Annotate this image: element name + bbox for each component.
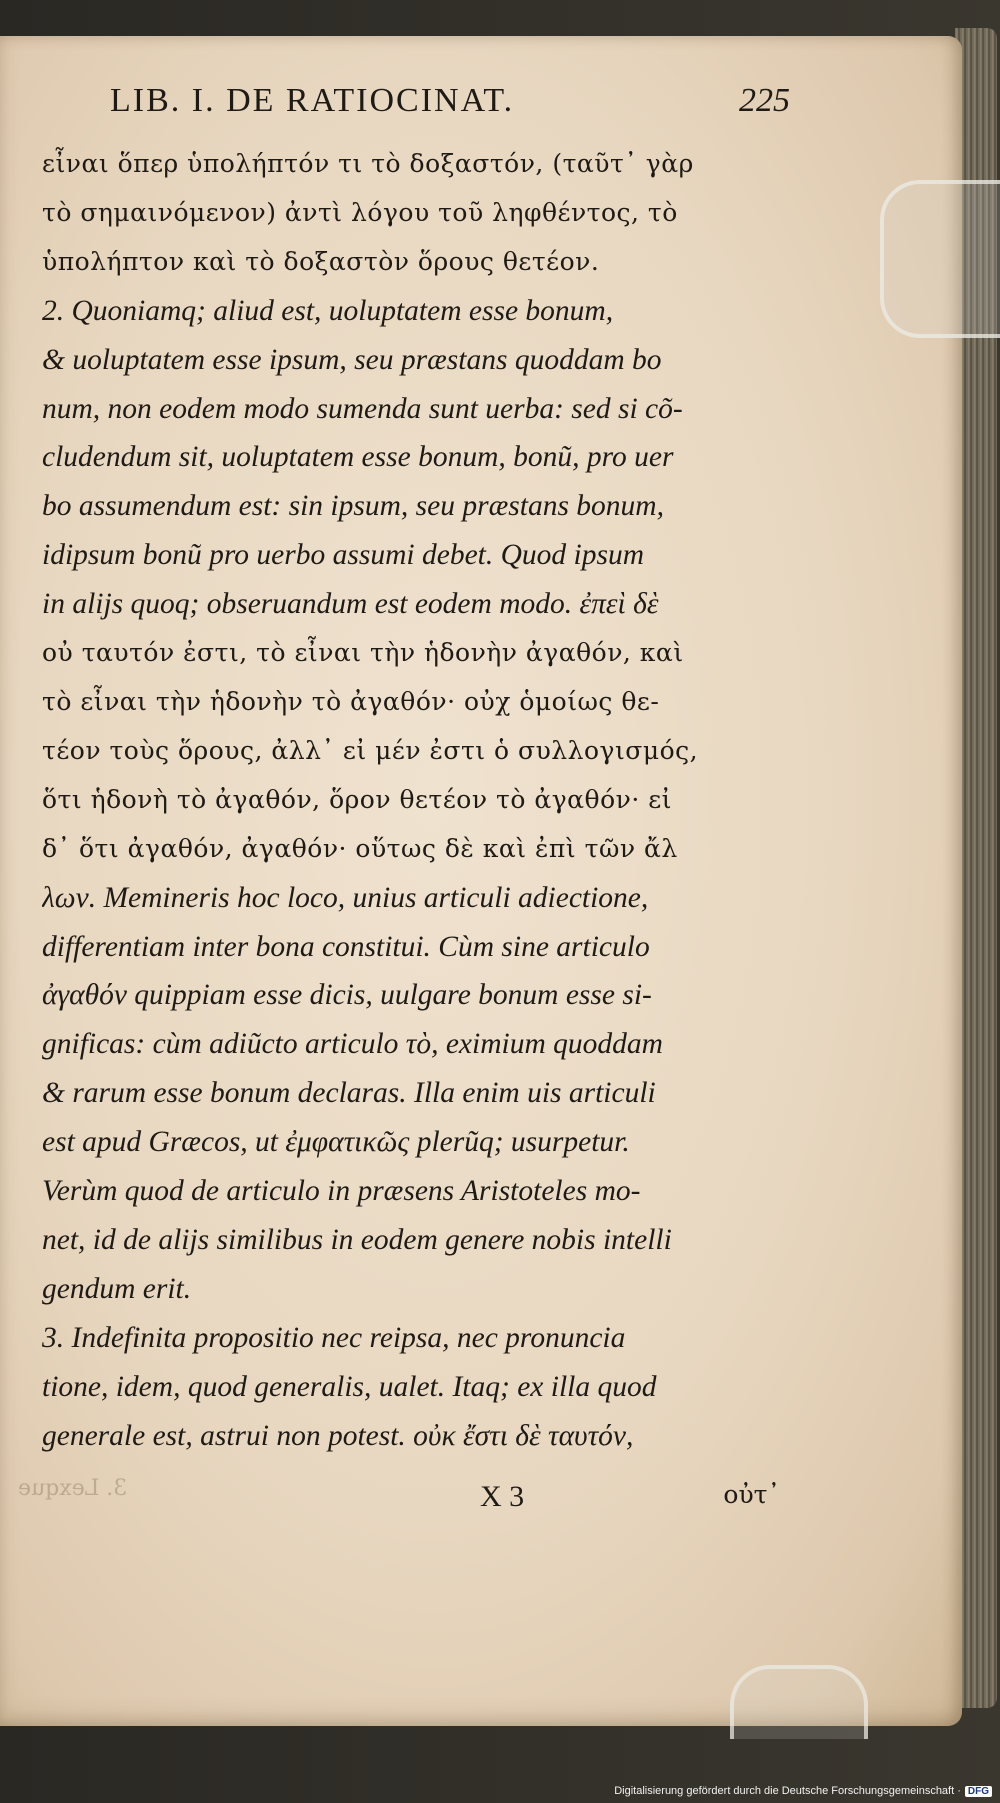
body-text [42,140,772,1460]
running-header [110,82,790,120]
text-line: Verùm quod de articulo in præsens Aristoteles mo- [42,1175,641,1208]
signature-mark: X 3 [480,1480,525,1513]
text-line: ὑπολήπτον καὶ τὸ δοξαστὸν ὅρους θετέον. [42,246,600,276]
text-line: differentiam inter bona constitui. Cùm sine articulo [42,930,650,963]
credit-text: Digitalisierung gefördert durch die Deutsche Forschungsgemeinschaft · [614,1785,961,1797]
text-line: in alijs quoq; obseruandum est eodem modo. ἐπεὶ δὲ [42,588,659,621]
text-line: λων. Memineris hoc loco, unius articuli adiectione, [42,881,649,914]
text-line: est apud Græcos, ut ἐμφατικῶς plerũq; usurpetur. [42,1126,630,1159]
text-line: bo assumendum est: sin ipsum, seu præstans bonum, [42,490,664,523]
text-line: τὸ σημαινόμενον) ἀντὶ λόγου τοῦ ληφθέντος, τὸ [42,197,678,227]
catchword: οὐτ᾽ [723,1480,780,1509]
text-line: gendum erit. [42,1272,192,1305]
running-title: LIB. I. DE RATIOCINAT. [110,82,515,119]
text-line: & rarum esse bonum declaras. Illa enim uis articuli [42,1077,656,1110]
text-line: 3. Indefinita propositio nec reipsa, nec pronuncia [42,1321,626,1354]
text-line: τέον τοὺς ὅρους, ἀλλ᾽ εἰ μέν ἐστι ὁ συλλογισμός, [42,735,699,765]
text-line: εἶναι ὅπερ ὑπολήπτόν τι τὸ δοξαστόν, (ταῦτ᾽ γὰρ [42,149,694,178]
text-line: tione, idem, quod generalis, ualet. Itaq; ex illa quod [42,1370,657,1403]
plastic-clip-bottom [730,1665,868,1739]
text-line: net, id de alijs similibus in eodem genere nobis intelli [42,1223,672,1256]
text-line: δ᾽ ὅτι ἀγαθόν, ἀγαθόν· οὕτως δὲ καὶ ἐπὶ τῶν ἄλ [42,833,678,863]
page-number: 225 [739,82,790,119]
plastic-clip-top [880,180,1000,338]
text-line: οὐ ταυτόν ἐστι, τὸ εἶναι τὴν ἡδονὴν ἀγαθόν, καὶ [42,638,684,668]
text-line: 2. Quoniamq; aliud est, uoluptatem esse bonum, [42,294,614,327]
text-line: gnificas: cùm adiũcto articulo τὸ, eximium quoddam [42,1028,663,1061]
text-line: ἀγαθόν quippiam esse dicis, uulgare bonum esse si- [42,979,652,1012]
text-line: τὸ εἶναι τὴν ἡδονὴν τὸ ἀγαθόν· οὐχ ὁμοίως θε- [42,686,660,716]
page-footer [480,1480,780,1514]
text-line: generale est, astrui non potest. οὐκ ἔστι δὲ ταυτόν, [42,1419,634,1452]
text-line: ὅτι ἡδονὴ τὸ ἀγαθόν, ὅρον θετέον τὸ ἀγαθόν· εἰ [42,784,672,814]
digitization-credit [614,1785,992,1797]
text-line: num, non eodem modo sumenda sunt uerba: sed si cõ- [42,392,683,425]
text-line: idipsum bonũ pro uerbo assumi debet. Quod ipsum [42,539,645,572]
dfg-logo: DFG [965,1786,992,1797]
text-line: & uoluptatem esse ipsum, seu præstans quoddam bo [42,343,662,376]
bleed-through-text: 3. Lexque [18,1476,128,1501]
text-line: cludendum sit, uoluptatem esse bonum, bonũ, pro uer [42,441,674,474]
